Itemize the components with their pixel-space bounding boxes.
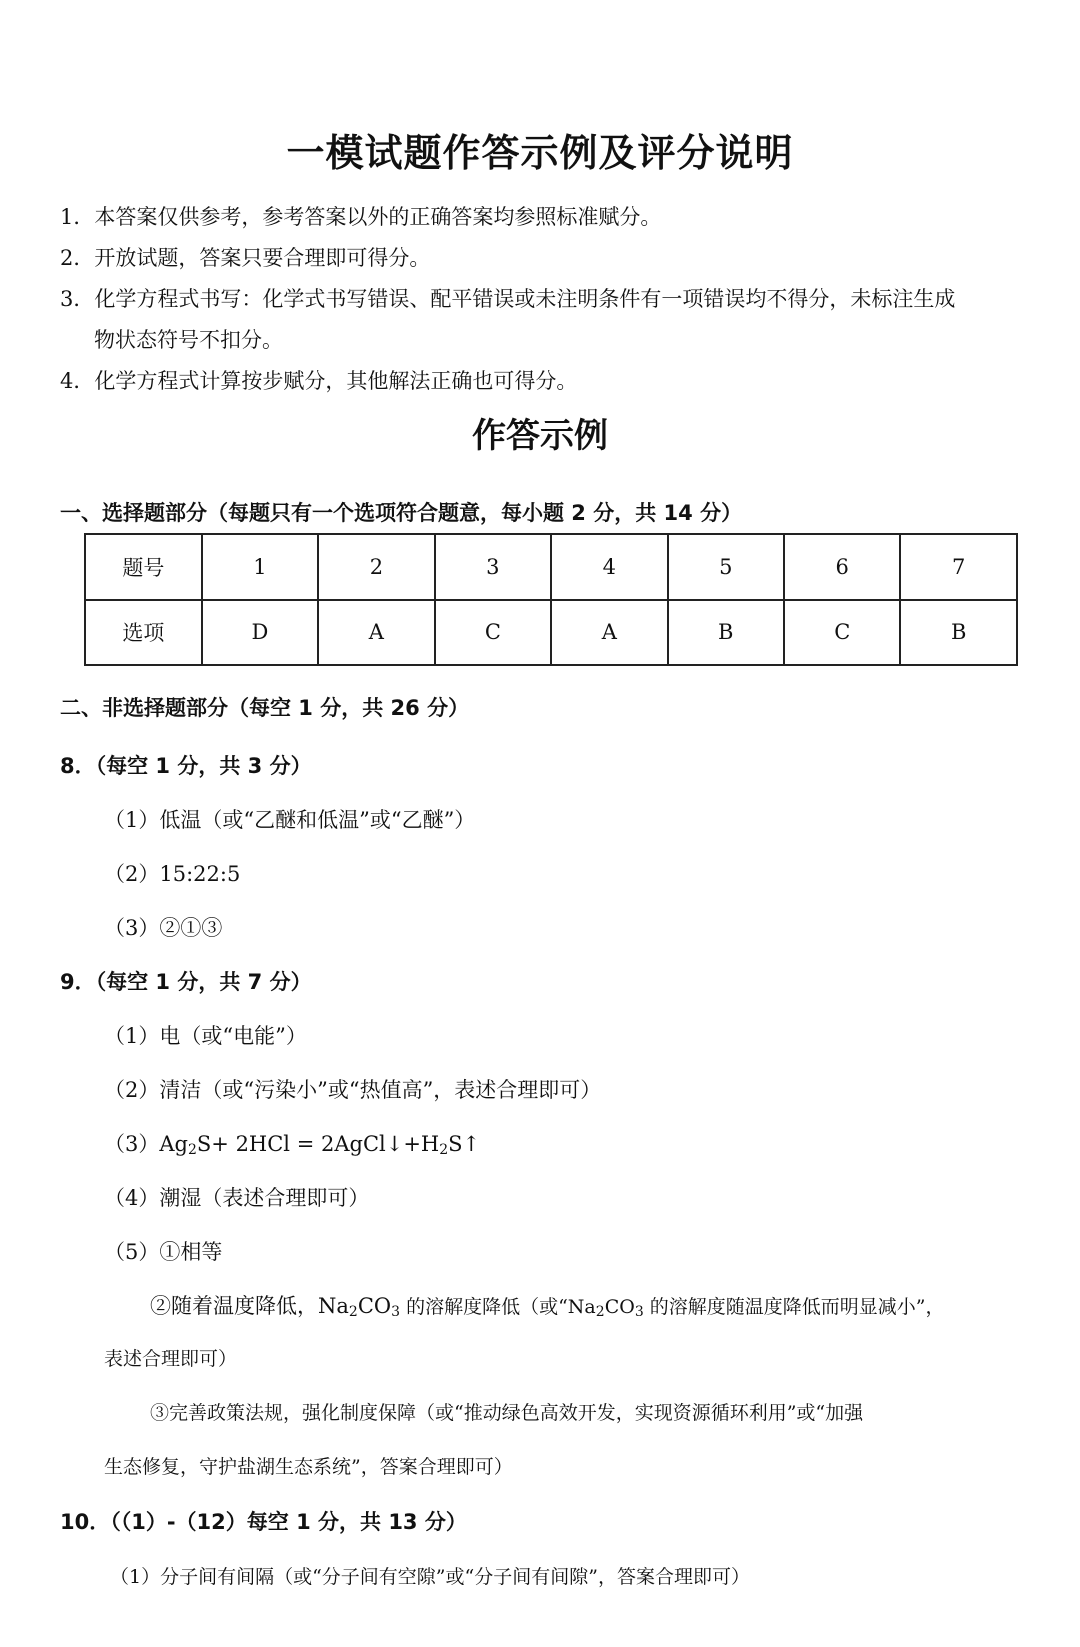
- text-part: CO: [357, 1294, 392, 1318]
- q9-answer-1: （1）电（或“电能”）: [104, 1024, 307, 1048]
- rule-3-continued: 物状态符号不扣分。: [94, 328, 283, 352]
- answer-cell: A: [318, 600, 434, 666]
- text-part: ②随着温度降低，Na: [150, 1294, 349, 1318]
- subscript: 3: [634, 1304, 644, 1320]
- q8-answer-2: （2）15:22:5: [104, 862, 241, 886]
- rule-3: 3．化学方程式书写：化学式书写错误、配平错误或未注明条件有一项错误均不得分，未标注生成: [60, 287, 956, 311]
- answer-cell: B: [668, 600, 784, 666]
- text-part: 的溶解度降低（或“Na: [400, 1296, 596, 1318]
- section2-heading: 二、非选择题部分（每空 1 分，共 26 分）: [60, 696, 470, 720]
- q8-answer-1: （1）低温（或“乙醚和低温”或“乙醚”）: [104, 808, 476, 832]
- section-subtitle: 作答示例: [472, 416, 608, 456]
- question-number-cell: 1: [202, 534, 319, 600]
- q10-heading: 10．（（1）-（12）每空 1 分，共 13 分）: [60, 1510, 467, 1534]
- table-header-cell: 选项: [85, 600, 202, 666]
- question-number-cell: 3: [435, 534, 551, 600]
- answer-cell: B: [900, 600, 1017, 666]
- q9-answer-3-middle: S+ 2HCl = 2AgCl↓+H: [196, 1132, 440, 1156]
- q9-answer-3: [104, 1128, 480, 1158]
- question-number-cell: 4: [551, 534, 667, 600]
- answer-cell: C: [435, 600, 551, 666]
- q9-heading: 9．（每空 1 分，共 7 分）: [60, 970, 312, 994]
- q9-answer-3-prefix: （3）Ag: [104, 1132, 188, 1156]
- q9-answer-5-2-continued: 表述合理即可）: [104, 1348, 238, 1370]
- q8-answer-3: （3）②①③: [104, 916, 223, 940]
- page-title: 一模试题作答示例及评分说明: [286, 131, 794, 175]
- q10-answer-1: （1）分子间有间隔（或“分子间有空隙”或“分子间有间隙”，答案合理即可）: [110, 1566, 750, 1588]
- question-number-cell: 2: [318, 534, 434, 600]
- q9-answer-5-1: （5）①相等: [104, 1240, 223, 1264]
- q9-answer-2: （2）清洁（或“污染小”或“热值高”，表述合理即可）: [104, 1078, 602, 1102]
- subscript: 2: [439, 1142, 449, 1158]
- answer-cell: C: [784, 600, 900, 666]
- subscript: 2: [187, 1142, 197, 1158]
- rule-1: 1．本答案仅供参考，参考答案以外的正确答案均参照标准赋分。: [60, 205, 662, 229]
- q9-answer-4: （4）潮湿（表述合理即可）: [104, 1186, 370, 1210]
- answer-table: [84, 533, 1018, 666]
- answer-cell: A: [551, 600, 667, 666]
- question-number-cell: 5: [668, 534, 784, 600]
- question-number-cell: 7: [900, 534, 1017, 600]
- subscript: 2: [595, 1304, 605, 1320]
- q9-answer-5-3: ③完善政策法规，强化制度保障（或“推动绿色高效开发，实现资源循环利用”或“加强: [150, 1402, 864, 1424]
- q9-answer-5-2: [150, 1290, 945, 1320]
- q8-heading: 8．（每空 1 分，共 3 分）: [60, 754, 312, 778]
- q9-answer-3-suffix: S↑: [448, 1132, 481, 1156]
- rule-4: 4．化学方程式计算按步赋分，其他解法正确也可得分。: [60, 369, 578, 393]
- table-row: [85, 534, 1017, 600]
- subscript: 2: [348, 1304, 358, 1320]
- rule-2: 2．开放试题，答案只要合理即可得分。: [60, 246, 431, 270]
- table-row: [85, 600, 1017, 666]
- q9-answer-5-3-continued: 生态修复，守护盐湖生态系统”，答案合理即可）: [104, 1456, 513, 1478]
- text-part: CO: [604, 1296, 635, 1318]
- answer-cell: D: [202, 600, 319, 666]
- text-part: 的溶解度随温度降低而明显减小”，: [643, 1296, 945, 1318]
- subscript: 3: [391, 1304, 401, 1320]
- question-number-cell: 6: [784, 534, 900, 600]
- section1-heading: 一、选择题部分（每题只有一个选项符合题意，每小题 2 分，共 14 分）: [60, 501, 743, 525]
- table-header-cell: 题号: [85, 534, 202, 600]
